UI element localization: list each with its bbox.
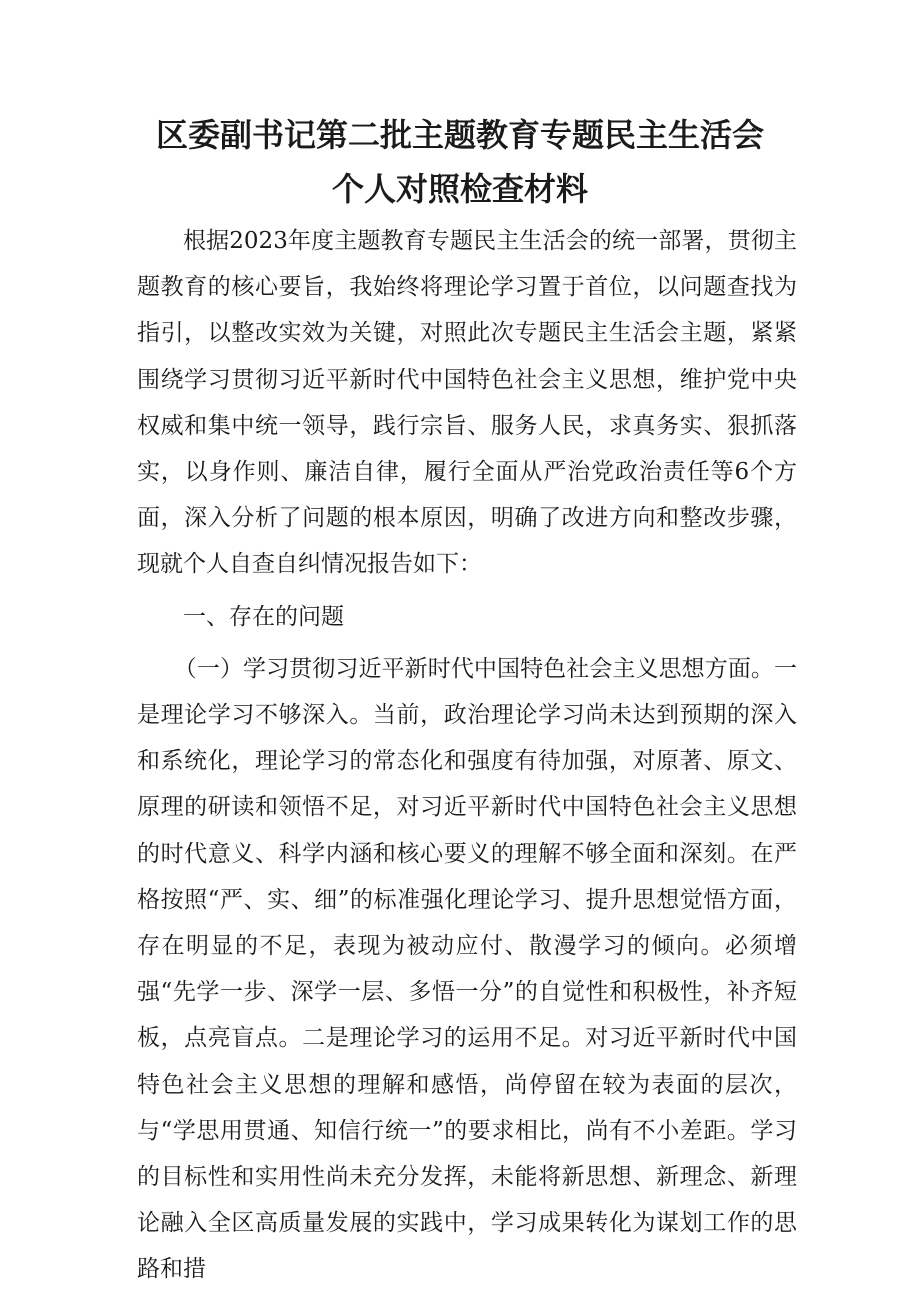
subsection-paragraph: （一）学习贯彻习近平新时代中国特色社会主义思想方面。一是理论学习不够深入。当前，政治理论学习尚未达到预期的深入和系统化，理论学习的常态化和强度有待加强，对原著、原文、原理的研读和领悟不足，对习近平新时代中国特色社会主义思想的时代意义、科学内涵和核心要义的理解不够全面和深刻。在严格按照“严、实、细”的标准强化理论学习、提升思想觉悟方面，存在明显的不足，表现为被动应付、散漫学习的倾向。必须增强“先学一步、深学一层、多悟一分”的自觉性和积极性，补齐短板，点亮盲点。二是理论学习的运用不足。对习近平新时代中国特色社会主义思想的理解和感悟，尚停留在较为表面的层次，与“学思用贯通、知信行统一”的要求相比，尚有不小差距。学习的目标性和实用性尚未充分发挥，未能将新思想、新理念、新理论融入全区高质量发展的实践中，学习成果转化为谋划工作的思路和措 [137, 655, 797, 1283]
document-title-line1: 区委副书记第二批主题教育专题民主生活会 [155, 116, 764, 154]
document-title-line2: 个人对照检查材料 [331, 170, 588, 208]
section-heading-problems: 一、存在的问题 [183, 603, 344, 630]
intro-paragraph: 根据2023年度主题教育专题民主生活会的统一部署，贯彻主题教育的核心要旨，我始终将理论学习置于首位，以问题查找为指引，以整改实效为关键，对照此次专题民主生活会主题，紧紧围绕学习贯彻习近平新时代中国特色社会主义思想，维护党中央权威和集中统一领导，践行宗旨、服务人民，求真务实、狠抓落实，以身作则、廉洁自律，履行全面从严治党政治责任等6个方面，深入分析了问题的根本原因，明确了改进方向和整改步骤，现就个人自查自纠情况报告如下： [137, 228, 797, 578]
document-body [137, 218, 797, 1293]
